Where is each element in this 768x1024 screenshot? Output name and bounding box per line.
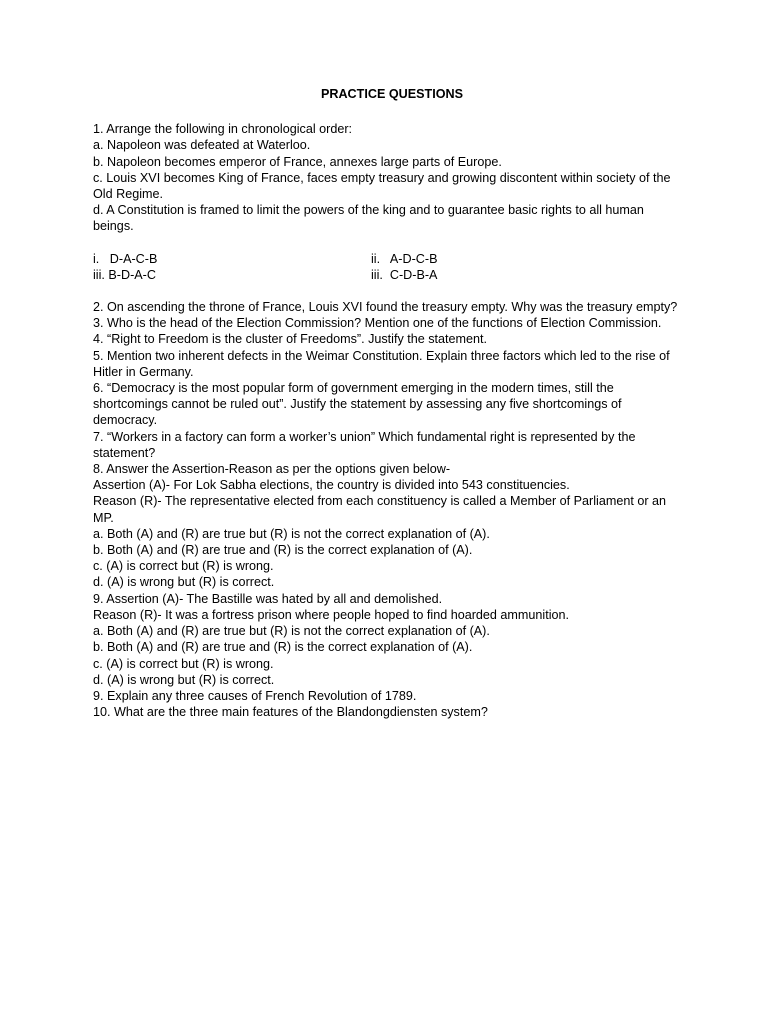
question-1-item-b: b. Napoleon becomes emperor of France, annexes large parts of Europe.: [93, 154, 502, 169]
question-8-stem: 8. Answer the Assertion-Reason as per the options given below-: [93, 462, 451, 477]
question-1-item-c: c. Louis XVI becomes King of France, faces empty treasury and growing discontent within society of the Old Regime.: [93, 170, 671, 202]
question-1-item-d: d. A Constitution is framed to limit the powers of the king and to guarantee basic rights to all human beings.: [93, 203, 644, 234]
page-title: PRACTICE QUESTIONS: [320, 87, 464, 101]
question-8-reason: Reason (R)- The representative elected from each constituency is called a Member of Parliament or an MP.: [93, 494, 667, 525]
question-9-assertion: 9. Assertion (A)- The Bastille was hated by all and demolished.: [93, 591, 443, 606]
spacer: [93, 235, 683, 251]
option-ii: ii. A-D-C-B: [371, 251, 438, 266]
question-9-option-b: b. Both (A) and (R) are true and (R) is the correct explanation of (A).: [93, 640, 473, 655]
question-8-option-a: a. Both (A) and (R) are true but (R) is not the correct explanation of (A).: [93, 526, 490, 541]
question-1-stem: 1. Arrange the following in chronological order:: [93, 122, 353, 137]
question-9b: 9. Explain any three causes of French Revolution of 1789.: [93, 688, 417, 703]
question-7: 7. “Workers in a factory can form a worker’s union” Which fundamental right is represented by the statement?: [93, 429, 636, 460]
question-2: 2. On ascending the throne of France, Louis XVI found the treasury empty. Why was the treasury empty?: [93, 300, 678, 315]
question-4: 4. “Right to Freedom is the cluster of Freedoms”. Justify the statement.: [93, 332, 488, 347]
question-6: 6. “Democracy is the most popular form of government emerging in the modern times, still the shortcomings cannot be ruled out”. Justify the statement by assessing any five shortcomings of democracy.: [93, 381, 622, 428]
document-page: [93, 86, 683, 720]
question-8-option-d: d. (A) is wrong but (R) is correct.: [93, 575, 275, 590]
question-1-options: [93, 251, 683, 283]
question-1-item-a: a. Napoleon was defeated at Waterloo.: [93, 138, 311, 153]
option-iii-right: iii. C-D-B-A: [371, 267, 438, 282]
question-8-option-c: c. (A) is correct but (R) is wrong.: [93, 559, 274, 574]
question-9-option-c: c. (A) is correct but (R) is wrong.: [93, 656, 274, 671]
question-9-reason: Reason (R)- It was a fortress prison where people hoped to find hoarded ammunition.: [93, 607, 570, 622]
question-10: 10. What are the three main features of the Blandongdiensten system?: [93, 705, 488, 720]
spacer: [93, 283, 683, 299]
question-5: 5. Mention two inherent defects in the Weimar Constitution. Explain three factors which led to the rise of Hitler in Germany.: [93, 348, 670, 379]
option-iii-left: iii. B-D-A-C: [93, 267, 156, 282]
option-i: i. D-A-C-B: [93, 251, 158, 266]
question-8-option-b: b. Both (A) and (R) are true and (R) is the correct explanation of (A).: [93, 543, 473, 558]
question-9-option-a: a. Both (A) and (R) are true but (R) is not the correct explanation of (A).: [93, 624, 490, 639]
question-8-assertion: Assertion (A)- For Lok Sabha elections, the country is divided into 543 constituencies.: [93, 478, 570, 493]
question-3: 3. Who is the head of the Election Commission? Mention one of the functions of Election Commission.: [93, 316, 662, 331]
question-9-option-d: d. (A) is wrong but (R) is correct.: [93, 672, 275, 687]
